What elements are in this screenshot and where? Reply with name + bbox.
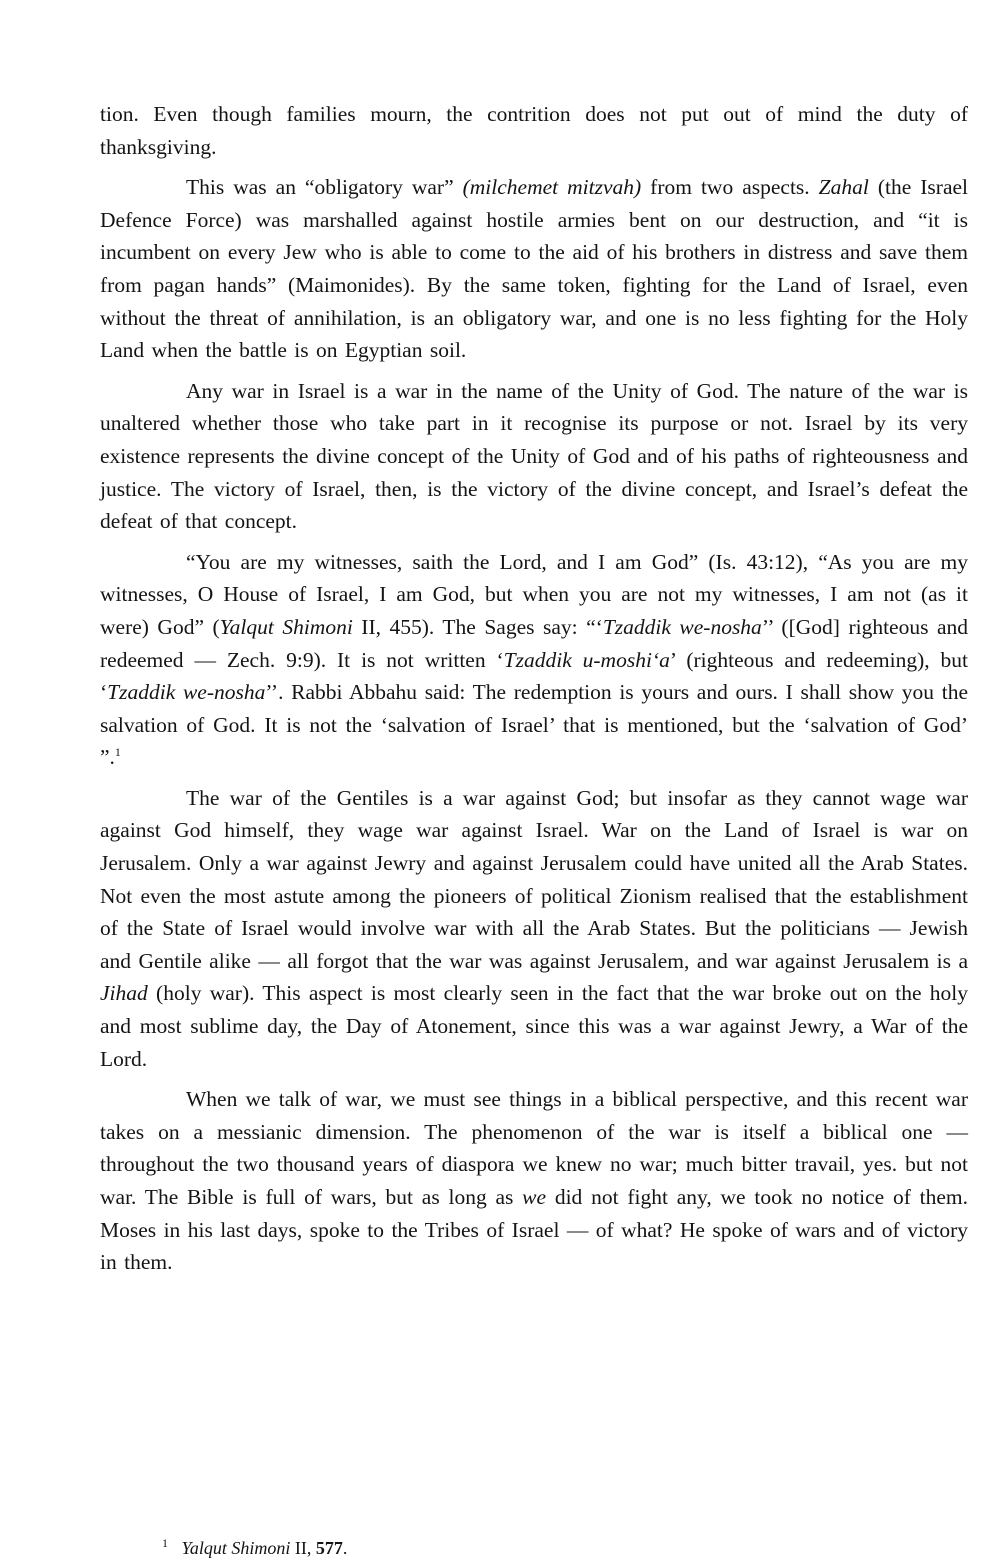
text-segment: ’’. Rabbi Abbahu said: The redemption is yours and ours. I shall show you the salvation of God. It is not the ‘salvation of Israel’ that is mentioned, but the ‘salvation of God’ ”. xyxy=(100,680,969,770)
footnote-reference: 1 xyxy=(114,745,121,760)
italic-text: (milchemet mitzvah) xyxy=(462,175,642,200)
paragraph xyxy=(100,98,968,163)
text-segment: ’ (righteous and redeeming), but ‘ xyxy=(100,647,968,705)
footnote-end: . xyxy=(342,1538,348,1558)
paragraph xyxy=(100,782,968,1075)
italic-text: Tzaddik we-nosha xyxy=(602,614,762,639)
italic-text: Yalqut Shimoni xyxy=(219,614,353,639)
italic-text: Zahal xyxy=(818,175,869,200)
text-segment: Any war in Israel is a war in the name of the Unity of God. The nature of the war is unaltered whether those who take part in it recognise its purpose or not. Israel by its very existence represents the divine concept of the Unity of God and of his paths of righteousness and justice. The victory of Israel, then, is the victory of the divine concept, and Israel’s defeat the defeat of that concept. xyxy=(100,378,968,534)
paragraph xyxy=(100,171,968,367)
paragraph xyxy=(100,375,968,538)
paragraph xyxy=(100,546,968,774)
text-segment: The war of the Gentiles is a war against God; but insofar as they cannot wage war against God himself, they wage war against Israel. War on the Land of Israel is war on Jerusalem. Only a war against Jewry and against Jerusalem could have united all the Arab States. Not even the most astute among the pioneers of political Zionism realised that the establishment of the State of Israel would involve war with all the Arab States. But the politicians — Jewish and Gentile alike — all forgot that the war was against Jerusalem, and war against Jerusalem is a xyxy=(100,785,968,973)
text-segment: When we talk of war, we must see things in a biblical perspective, and this recent war takes on a messianic dimension. The phenomenon of the war is itself a biblical one — throughout the two thousand years of diaspora we knew no war; much bitter travail, yes. but not war. The Bible is full of wars, but as long as xyxy=(100,1087,968,1209)
italic-text: Jihad xyxy=(100,981,148,1006)
paragraph xyxy=(100,1083,968,1279)
text-segment: tion. Even though families mourn, the contrition does not put out of mind the duty of thanksgiving. xyxy=(100,102,968,159)
footnote-volume: II, xyxy=(290,1538,316,1558)
footnote-title: Yalqut Shimoni xyxy=(181,1538,291,1558)
text-segment: did not fight any, we took no notice of them. Moses in his last days, spoke to the Tribes of Israel — of what? He spoke of wars and of victory in them. xyxy=(100,1185,968,1275)
text-segment: from two aspects. xyxy=(641,175,819,200)
footnote-page: 577 xyxy=(315,1538,343,1558)
footnote-marker: 1 xyxy=(162,1536,168,1550)
footnote xyxy=(162,1537,347,1559)
italic-text: we xyxy=(522,1185,547,1209)
text-segment: II, 455). The Sages say: “‘ xyxy=(352,614,603,639)
text-segment: “You are my witnesses, saith the Lord, and I am God” (Is. 43:12), “As you are my witnesses, O House of Israel, I am God, but when you are not my witnesses, I am not (as it were) God” ( xyxy=(100,549,968,639)
page-body xyxy=(100,98,968,1287)
text-segment: This was an “obligatory war” xyxy=(186,175,463,200)
italic-text: Tzaddik we-nosha xyxy=(107,680,266,705)
text-segment: (the Israel Defence Force) was marshalled against hostile armies bent on our destruction, and “it is incumbent on every Jew who is able to come to the aid of his brothers in distress and save them from pagan hands” (Maimonides). By the same token, fighting for the Land of Israel, even without the threat of annihilation, is an obligatory war, and one is no less fighting for the Holy Land when the battle is on Egyptian soil. xyxy=(100,175,969,363)
text-segment: ’’ ([God] righteous and redeemed — Zech. 9:9). It is not written ‘ xyxy=(100,614,968,672)
italic-text: Tzaddik u-moshi‘a xyxy=(503,647,670,672)
text-segment: (holy war). This aspect is most clearly seen in the fact that the war broke out on the holy and most sublime day, the Day of Atonement, since this was a war against Jewry, a War of the Lord. xyxy=(100,981,968,1071)
